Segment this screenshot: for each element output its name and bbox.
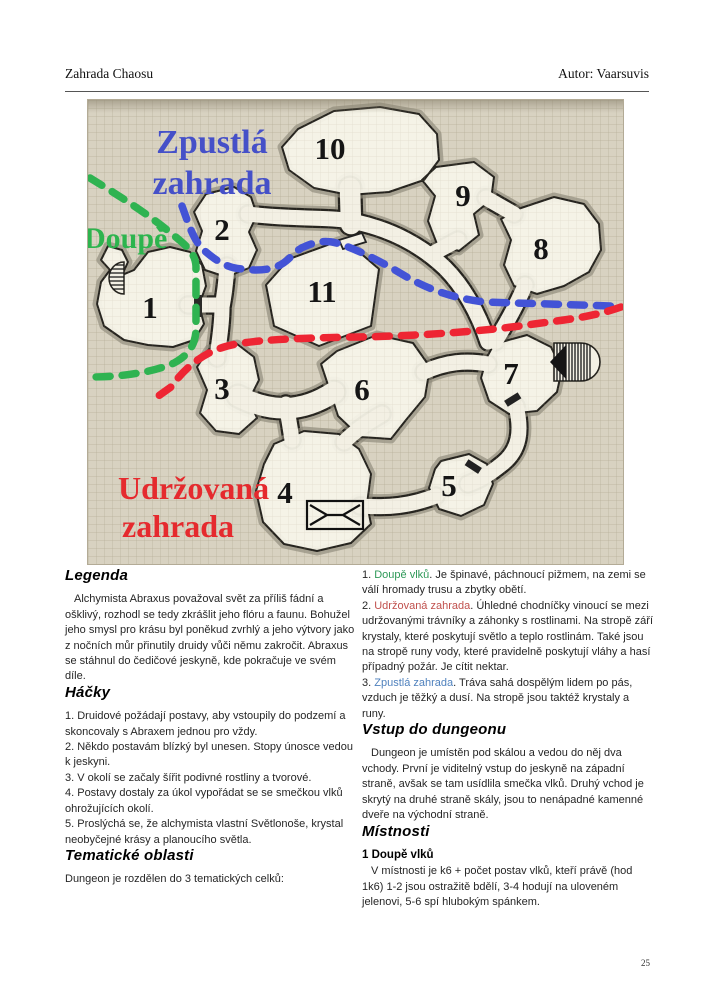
east-entrance-stairs-icon — [550, 342, 600, 382]
label-zpustla-zahrada-line1: Zpustlá — [156, 124, 268, 161]
area-description — [362, 599, 654, 676]
area-number: 2. — [362, 599, 375, 612]
hacky-item: 5. Proslýchá se, že alchymista vlastní Světlonoše, krystal neobyčejné krásy a planoucího světla. — [65, 818, 344, 846]
heading-hacky: Háčky — [65, 683, 111, 701]
heading-legenda: Legenda — [65, 567, 129, 584]
room-number-4: 4 — [277, 475, 293, 510]
area-name-doupe-vlku: Doupě vlků — [374, 569, 430, 581]
dungeon-map-svg — [88, 100, 623, 564]
page-number: 25 — [641, 958, 650, 968]
vstup-body: Dungeon je umístěn pod skálou a vedou do něj dva vchody. První je viditelný vstup do jeskyně na západní straně, avšak se tam usídlila smečka vlků. Druhý vchod je skrytý na druhé straně skály, jsou to nenápadné kamenné dveře na východní straně. — [362, 747, 644, 822]
area-description — [362, 676, 654, 722]
room-number-6: 6 — [354, 372, 370, 407]
room-number-8: 8 — [533, 231, 549, 266]
heading-mistnosti: Místnosti — [362, 822, 430, 840]
area-name-zpustla-zahrada: Zpustlá zahrada — [374, 676, 454, 689]
room-number-9: 9 — [455, 178, 471, 213]
hacky-item: 3. V okolí se začaly šířit podivné rostliny a tvorové. — [65, 771, 312, 784]
room-number-1: 1 — [142, 290, 158, 325]
room-number-7: 7 — [503, 356, 519, 391]
label-doupe: Doupě — [88, 222, 168, 255]
tematicke-body: Dungeon je rozdělen do 3 tematických celků: — [65, 873, 284, 886]
left-column — [65, 568, 356, 888]
area-description — [362, 568, 654, 599]
area-text: . Je špinavé, páchnoucí pižmem, na zemi se válí hromady trusu a zbytky obětí. — [362, 569, 646, 597]
room1-body: V místnosti je k6 + počet postav vlků, kteří právě (hod 1k6) 1-2 jsou ostražitě bdělí, 3-4 hodují na uloveném jelenovi, 5-6 spí hlubokým spánkem. — [362, 865, 633, 909]
document-title: Zahrada Chaosu — [65, 66, 154, 81]
room-number-2: 2 — [214, 212, 230, 247]
label-zpustla-zahrada-line2: zahrada — [152, 165, 272, 202]
area-name-udrzovana-zahrada: Udržovaná zahrada — [374, 599, 471, 612]
hacky-item: 4. Postavy dostaly za úkol vypořádat se se smečkou vlků ohrožujících okolí. — [65, 787, 343, 815]
dungeon-map — [88, 100, 623, 564]
heading-vstup-do-dungeonu: Vstup do dungeonu — [362, 721, 507, 739]
room-number-10: 10 — [314, 131, 346, 166]
area-text: . Úhledné chodníčky vinoucí se mezi udržovanými trávníky a záhonky s rostlinami. Na stropě září krystaly, které poskytují světlo a teplo rostlinám. Také jsou na stropě runy vody, které pravidelně poskytují vláhy a hasí případný požár. Je cítit nektar. — [362, 599, 654, 674]
legenda-body: Alchymista Abraxus považoval svět za příliš fádní a ošklivý, rozhodl se tedy zkrášlit jeho flóru a faunu. Bohužel jeho smysl pro krásu byl poněkud zvrhlý a jeho výtvory jako z nočních můr přinutily druidy vůči němu zakročit. Abraxus se stáhnul do čedičové jeskyně, kde pokračuje ve svém díle. — [65, 593, 355, 683]
hacky-item: 2. Někdo postavám blízký byl unesen. Stopy únosce vedou k jeskyni. — [65, 741, 354, 769]
room1-title: 1 Doupě vlků — [362, 848, 434, 861]
area-number: 1. — [362, 569, 375, 581]
label-udrzovana-zahrada-line2: zahrada — [122, 508, 234, 544]
right-column — [362, 568, 654, 911]
area-number: 3. — [362, 676, 375, 689]
label-udrzovana-zahrada-line1: Udržovaná — [118, 470, 270, 506]
hacky-item: 1. Druidové požádají postavy, aby vstoupily do podzemí a skoncovaly s Abraxem jednou pro vždy. — [65, 710, 346, 738]
header-divider — [65, 91, 649, 92]
room-number-5: 5 — [441, 468, 457, 503]
heading-tematicke-oblasti: Tematické oblasti — [65, 846, 194, 864]
area-text: . Tráva sahá dospělým lidem po pás, vzduch je těžký a dusí. Na stropě jsou taktéž krystaly a runy. — [362, 676, 633, 720]
author-credit: Autor: Vaarsuvis — [558, 66, 649, 81]
room-number-3: 3 — [214, 371, 230, 406]
room-number-11: 11 — [307, 274, 337, 309]
hacky-list — [65, 709, 356, 848]
